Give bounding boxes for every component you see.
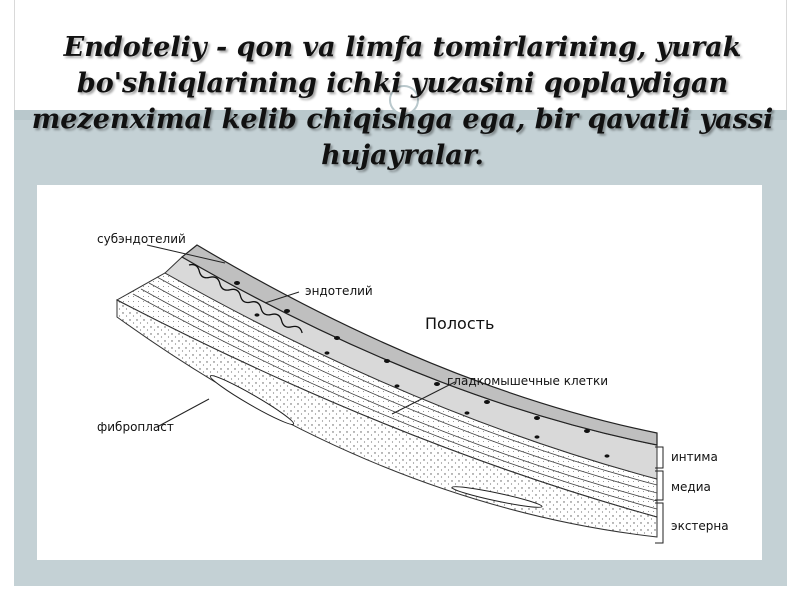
label-externa: экстерна [671,519,729,533]
slide-bottom-margin [14,586,787,600]
label-intima: интима [671,450,718,464]
slide-title: Endoteliy - qon va limfa tomirlarining, yurak bo'shliqlarining ichki yuzasini qoplaydigan mezenximal kelib chiqishga ega, bir qavatli yassi hujayralar. [31,32,774,171]
vessel-wall-illustration [37,185,762,560]
label-lumen: Полость [425,314,495,333]
vessel-wall-diagram [37,185,762,560]
slide-border-left [14,0,15,110]
label-smooth-muscle: гладкомышечные клетки [447,374,609,388]
slide-border-right [786,0,787,110]
label-subendothelium: субэндотелий [97,232,186,246]
label-fibroblast: фибропласт [97,420,174,434]
label-endothelium: эндотелий [305,284,373,298]
label-media: медиа [671,480,711,494]
